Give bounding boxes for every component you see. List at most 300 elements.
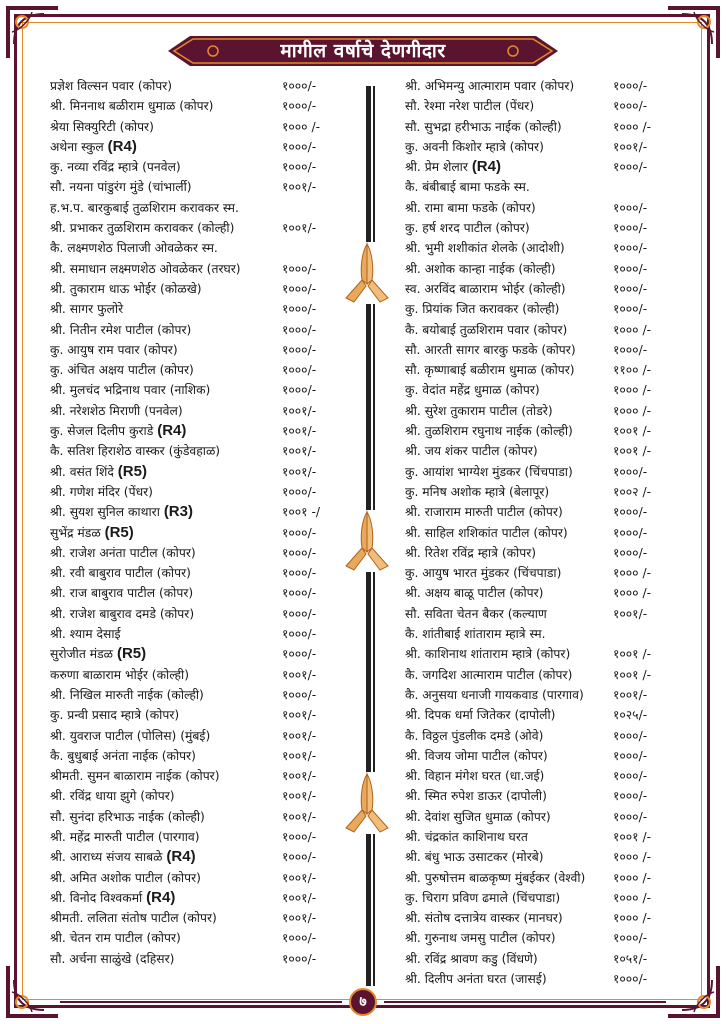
donor-row [50, 218, 350, 238]
donor-name [405, 728, 543, 744]
donor-tag: (R5) [104, 523, 134, 541]
donor-name [50, 281, 202, 297]
donor-row [50, 807, 350, 827]
donation-amount: १००१/- [282, 911, 317, 926]
donor-row [50, 543, 350, 563]
donor-tag: (R3) [163, 503, 193, 521]
donor-name [50, 646, 146, 662]
donor-name-text: श्री. चेतन राम पाटील (कोपर) [50, 931, 181, 946]
donor-row [50, 786, 350, 806]
donation-amount: १००१/- [282, 769, 317, 784]
donor-name [50, 362, 194, 378]
donor-row [405, 543, 693, 563]
donation-amount: १००० /- [282, 119, 321, 134]
donor-row [405, 299, 693, 319]
donor-row [50, 949, 350, 969]
donor-name [50, 200, 239, 216]
donation-amount: १००० /- [613, 890, 652, 905]
donor-name [405, 565, 561, 581]
donation-amount: १०००/- [282, 99, 317, 114]
donor-name [50, 870, 201, 886]
donor-row [50, 644, 350, 664]
donor-name-text: सौ. कृष्णाबाई बळीराम धुमाळ (कोपर) [405, 363, 575, 378]
donor-name-text: श्री. अमित अशोक पाटील (कोपर) [50, 870, 201, 885]
donor-name-text: कु. प्रियांक जित करावकर (कोल्ही) [405, 302, 560, 317]
donor-name-text: श्री. सुरेश तुकाराम पाटील (तोडरे) [405, 403, 553, 418]
donor-name [405, 119, 562, 135]
donor-row [50, 238, 350, 258]
donor-name-text: श्री. नितीन रमेश पाटील (कोपर) [50, 322, 192, 337]
donation-amount: १०००/- [613, 200, 648, 215]
donor-name [50, 585, 193, 601]
donation-amount: १००० /- [613, 119, 652, 134]
donor-name-text: कु. हर्ष शरद पाटील (कोपर) [405, 221, 530, 236]
donor-name-text: श्री. साहिल शशिकांत पाटील (कोपर) [405, 525, 568, 540]
donor-name [405, 768, 544, 784]
donor-name-text: श्री. पुरुषोत्तम बाळकृष्ण मुंबईकर (वेश्वी) [405, 870, 586, 885]
donation-amount: १०००/- [613, 302, 648, 317]
donor-row [405, 218, 693, 238]
donation-amount: १००१/- [282, 180, 317, 195]
donor-row [405, 766, 693, 786]
donor-name-text: श्री. सुयश सुनिल काथारा [50, 505, 160, 520]
donor-name [405, 464, 573, 480]
donor-row [405, 462, 693, 482]
donor-row [50, 908, 350, 928]
donor-name-text: श्री. युवराज पाटील (पोलिस) (मुंबई) [50, 728, 211, 743]
donor-name [405, 809, 551, 825]
donor-row [405, 157, 693, 177]
donation-amount: १००० /- [613, 383, 652, 398]
donor-name [405, 362, 575, 378]
donor-row [405, 117, 693, 137]
donor-name-text: श्री. स्मित रुपेश डाऊर (दापोली) [405, 789, 547, 804]
donor-name-text: श्री. तुकाराम धाऊ भोईर (कोळखे) [50, 281, 202, 296]
donor-name-text: कै. बंबीबाई बामा फडके स्म. [405, 180, 530, 195]
donation-amount: १००१ /- [613, 829, 652, 844]
donation-amount: १००१/- [282, 870, 317, 885]
donor-name [50, 139, 137, 155]
donor-name-text: श्री. राजेश बाबुराव दमडे (कोपर) [50, 606, 195, 621]
donation-amount: १०००/- [282, 850, 317, 865]
donor-row [405, 685, 693, 705]
donor-name-text: श्री. विहान मंगेश घरत (धा.जई) [405, 769, 545, 784]
donor-row [50, 705, 350, 725]
donor-name-text: श्री. प्रभाकर तुळशिराम करावकर (कोल्ही) [50, 221, 235, 236]
donor-name-text: श्री. भुमी शशीकांत शेलके (आदोशी) [405, 241, 565, 256]
donor-tag: (R4) [471, 158, 501, 176]
donor-row [50, 563, 350, 583]
donor-name [50, 525, 134, 541]
donor-name [405, 788, 547, 804]
footer-rule-right [384, 1001, 666, 1003]
donor-row [50, 259, 350, 279]
donor-name-text: कु. सेजल दिलीप कुराडे [50, 424, 154, 439]
donor-name [50, 301, 123, 317]
donor-name [405, 220, 530, 236]
donation-amount: १०००/- [613, 545, 648, 560]
donor-name [50, 179, 192, 195]
donor-name [50, 545, 196, 561]
donor-name-text: श्री. अभिमन्यु आत्माराम पवार (कोपर) [405, 79, 575, 93]
donation-amount: १०००/- [613, 525, 648, 540]
donation-amount: १०००/- [282, 829, 317, 844]
donor-row [405, 624, 693, 644]
donor-name [50, 240, 218, 256]
donor-name [405, 443, 538, 459]
donor-name-text: श्री. वसंत शिंदे [50, 464, 114, 479]
donor-row [405, 198, 693, 218]
donation-amount: १००१ /- [613, 424, 652, 439]
donor-name-text: श्री. चंद्रकांत काशिनाथ घरत [405, 829, 528, 844]
donor-name [405, 585, 543, 601]
donation-amount: १०००/- [282, 606, 317, 621]
donor-name [405, 179, 530, 195]
donor-name-text: श्री. गुरुनाथ जमसु पाटील (कोपर) [405, 931, 556, 946]
donor-name [50, 910, 217, 926]
donor-name-text: कै. बुधुबाई अनंता नाईक (कोपर) [50, 748, 196, 763]
donor-row [50, 137, 350, 157]
donor-name-text: सौ. सविता चेतन बैकर (कल्याण [405, 606, 547, 621]
donor-row [405, 259, 693, 279]
donor-row [405, 320, 693, 340]
donation-amount: १०००/- [613, 241, 648, 256]
donor-row [50, 847, 350, 867]
donor-name [50, 930, 181, 946]
donor-name-text: कु. आयुष राम पवार (कोपर) [50, 342, 178, 357]
donation-amount: १००१ /- [613, 444, 652, 459]
donation-amount: १०००/- [613, 99, 648, 114]
donor-name-text: कै. सतिश हिराशेठ वास्कर (कुंडेवहाळ) [50, 444, 221, 459]
donor-row [50, 360, 350, 380]
donor-name [405, 261, 556, 277]
donation-amount: १००० /- [613, 566, 652, 581]
donor-name-text: कु. आयांश भाग्येश मुंडकर (चिंचपाडा) [405, 464, 573, 479]
donor-name-text: कु. प्रन्वी प्रसाद म्हात्रे (कोपर) [50, 708, 180, 723]
donor-name-text: श्रीमती. सुमन बाळाराम नाईक (कोपर) [50, 769, 220, 784]
donor-name [50, 565, 191, 581]
donation-amount: १०००/- [282, 363, 317, 378]
donor-name-text: स्व. अरविंद बाळाराम भोईर (कोल्ही) [405, 281, 566, 296]
donor-name-text: कै. अनुसया धनाजी गायकवाड (पारगाव) [405, 687, 584, 702]
donation-amount: १००१/- [282, 728, 317, 743]
donor-name-text: श्री. राजाराम मारुती पाटील (कोपर) [405, 505, 563, 520]
donor-name-text: श्री. दिपक धर्मा जितेकर (दापोली) [405, 708, 556, 723]
donor-name-text: श्री. राज बाबुराव पाटील (कोपर) [50, 586, 194, 601]
donor-row [50, 746, 350, 766]
donor-name [50, 423, 186, 439]
donor-name [405, 667, 572, 683]
corner-flourish-icon [4, 962, 62, 1020]
donor-row [405, 807, 693, 827]
donor-name [50, 687, 204, 703]
donation-amount: १०००/- [613, 79, 648, 93]
donor-row [50, 523, 350, 543]
donation-amount: १०२५/- [613, 708, 648, 723]
donor-name [50, 788, 175, 804]
donor-row [50, 299, 350, 319]
donor-name [405, 301, 559, 317]
donor-row [405, 705, 693, 725]
donor-name-text: करुणा बाळाराम भोईर (कोल्ही) [50, 667, 190, 682]
donor-name [405, 971, 547, 987]
donation-amount: १००१/- [282, 890, 317, 905]
donor-name-text: सौ. सुभद्रा हरीभाऊ नाईक (कोल्ही) [405, 119, 562, 134]
donor-name [50, 667, 189, 683]
donor-name [50, 626, 121, 642]
donor-name-text: सौ. आरती सागर बारकु फडके (कोपर) [405, 342, 576, 357]
donor-row [405, 279, 693, 299]
donor-name [405, 382, 540, 398]
donor-row [50, 76, 350, 96]
donor-name-text: श्री. गणेश मंदिर (पेंधर) [50, 484, 153, 499]
donor-tag: (R4) [107, 137, 137, 155]
donor-row [50, 868, 350, 888]
donation-amount: १००१/- [282, 748, 317, 763]
donor-row [50, 441, 350, 461]
donor-name-text: कै. बयोबाई तुळशिराम पवार (कोपर) [405, 322, 568, 337]
donation-amount: १०००/- [613, 342, 648, 357]
donor-name [50, 342, 178, 358]
donor-name-text: कै. शांतीबाई शांताराम म्हात्रे स्म. [405, 627, 546, 642]
donor-tag: (R4) [146, 888, 176, 906]
donor-name-text: कै. जगदिश आत्माराम पाटील (कोपर) [405, 667, 573, 682]
donor-name [50, 443, 220, 459]
donor-name-text: श्री. प्रेम शेलार [405, 160, 468, 175]
donation-amount: १००१/- [282, 667, 317, 682]
donor-name [405, 545, 536, 561]
donor-name [50, 606, 194, 622]
header-banner [168, 34, 558, 68]
donor-row [405, 340, 693, 360]
page-title: मागील वर्षाचे देणगीदार [280, 40, 446, 62]
donor-name-text: कु. नव्या रविंद्र म्हात्रे (पनवेल) [50, 160, 181, 175]
donor-name [405, 281, 566, 297]
donor-name [50, 119, 154, 135]
donation-amount: १००१ -/ [282, 505, 321, 520]
donor-name [50, 78, 172, 94]
donor-row [50, 117, 350, 137]
donor-row [50, 198, 350, 218]
donation-amount: १०००/- [282, 931, 317, 946]
donation-amount: १०००/- [282, 302, 317, 317]
donation-amount: १०००/- [613, 505, 648, 520]
donor-name [405, 159, 501, 175]
donor-name [405, 870, 585, 886]
donor-name-text: श्री. अक्षय बाळू पाटील (कोपर) [405, 586, 544, 601]
donor-name-text: श्री. विनोद विश्वकर्मा [50, 890, 143, 905]
donor-name [405, 240, 565, 256]
donor-row [50, 177, 350, 197]
donor-name [50, 707, 179, 723]
donation-amount: १०००/- [613, 728, 648, 743]
donation-amount: १००१ /- [613, 647, 652, 662]
donor-name [405, 930, 556, 946]
donation-amount: १०००/- [613, 748, 648, 763]
donor-row [405, 583, 693, 603]
donor-name [405, 322, 567, 338]
donor-name-text: श्री. श्याम देसाई [50, 627, 121, 642]
donation-amount: १०००/- [282, 261, 317, 276]
donor-row [405, 786, 693, 806]
donation-amount: ११०० /- [613, 363, 652, 378]
donor-row [405, 888, 693, 908]
donor-row [405, 908, 693, 928]
donation-amount: १०००/- [613, 769, 648, 784]
donor-name-text: श्री. देवांश सुजित धुमाळ (कोपर) [405, 809, 551, 824]
donor-row [405, 502, 693, 522]
donor-row [50, 502, 350, 522]
donation-amount: १००१/- [282, 464, 317, 479]
donor-name [405, 504, 563, 520]
donor-row [405, 563, 693, 583]
donor-name-text: श्री. रामा बामा फडके (कोपर) [405, 200, 536, 215]
donation-amount: १००१/- [613, 687, 648, 702]
donor-name [50, 220, 234, 236]
donation-amount: १००० /- [613, 850, 652, 865]
donation-amount: १००१/- [282, 789, 317, 804]
donor-name-text: श्री. जय शंकर पाटील (कोपर) [405, 444, 538, 459]
donor-name [50, 504, 193, 520]
donation-amount: १०००/- [282, 281, 317, 296]
donor-tag: (R5) [116, 645, 147, 663]
donor-name [50, 484, 153, 500]
donor-row [50, 401, 350, 421]
donor-row [50, 928, 350, 948]
donation-amount: १००१/- [613, 606, 648, 621]
donor-row [405, 827, 693, 847]
donation-amount: १०००/- [282, 139, 317, 154]
donation-amount: १०००/- [282, 627, 317, 642]
donor-name [405, 951, 538, 967]
donor-name [405, 748, 548, 764]
donor-row [405, 523, 693, 543]
donor-name [50, 403, 183, 419]
donation-amount: १००० /- [613, 870, 652, 885]
donor-name-text: श्री. आराध्य संजय साबळे [50, 850, 163, 865]
donor-name-text: सौ. सुनंदा हरिभाऊ नाईक (कोल्ही) [50, 809, 205, 824]
donor-name-text: श्री. विजय जोमा पाटील (कोपर) [405, 748, 548, 763]
donor-name-text: सुरोजीत मंडळ [50, 647, 114, 662]
donation-amount: १०००/- [282, 525, 317, 540]
corner-flourish-icon [664, 4, 722, 62]
donor-name [50, 829, 200, 845]
donor-name [405, 646, 570, 662]
donor-name-text: श्री. तुळशिराम रघुनाथ नाईक (कोल्ही) [405, 424, 573, 439]
donor-row [50, 583, 350, 603]
donation-amount: १००१/- [282, 708, 317, 723]
donation-amount: १०००/- [613, 261, 648, 276]
donor-row [50, 665, 350, 685]
donor-name [405, 707, 555, 723]
donor-name [405, 342, 576, 358]
donor-name [50, 98, 213, 114]
donor-row [50, 604, 350, 624]
donor-tag: (R4) [157, 422, 187, 440]
donor-name-text: कु. अंचित अक्षय पाटील (कोपर) [50, 363, 194, 378]
donor-row [50, 340, 350, 360]
donor-name-text: श्री. दिलीप अनंता घरत (जासई) [405, 972, 547, 987]
donor-name-text: श्री. बंधु भाऊ उसाटकर (मोरबे) [405, 850, 544, 865]
page-number: ७ [349, 988, 377, 1016]
donor-name-text: श्री. रविंद्र धाया झुगे (कोपर) [50, 789, 175, 804]
donor-name-text: श्रीमती. ललिता संतोष पाटील (कोपर) [50, 911, 217, 926]
donation-amount: १०५१/- [613, 951, 648, 966]
donation-amount: १०००/- [613, 931, 648, 946]
donor-row [50, 279, 350, 299]
footer-rule-left [60, 1001, 342, 1003]
donation-amount: १०००/- [613, 464, 648, 479]
donor-name [50, 849, 196, 865]
donation-amount: १०००/- [282, 687, 317, 702]
donor-name [405, 829, 528, 845]
donor-row [405, 360, 693, 380]
donor-row [405, 604, 693, 624]
donor-row [405, 238, 693, 258]
donor-name [405, 484, 549, 500]
donor-name [405, 78, 574, 94]
donor-row [405, 482, 693, 502]
donor-name-text: श्री. अशोक कान्हा नाईक (कोल्ही) [405, 261, 556, 276]
donation-amount: १०००/- [613, 789, 648, 804]
donor-name-text: श्री. सागर फुलोरे [50, 302, 124, 317]
donor-row [405, 726, 693, 746]
donation-amount: १०००/- [613, 972, 648, 987]
donor-name-text: श्री. मुलचंद भद्रिनाथ पवार (नाशिक) [50, 383, 211, 398]
donation-amount: १००१/- [282, 403, 317, 418]
donor-name [50, 748, 196, 764]
donor-row [405, 76, 693, 96]
donation-amount: १०००/- [282, 79, 317, 93]
donor-name-text: कु. वेदांत महेंद्र धुमाळ (कोपर) [405, 383, 540, 398]
donor-row [50, 827, 350, 847]
donor-name-text: कै. विठ्ठल पुंडलीक दमडे (ओवे) [405, 728, 544, 743]
donor-name [405, 606, 547, 622]
donation-amount: १००२ /- [613, 484, 652, 499]
donor-row [405, 401, 693, 421]
donor-row [405, 644, 693, 664]
donor-name-text: श्री. महेंद्र मारुती पाटील (पारगाव) [50, 829, 200, 844]
donor-row [405, 847, 693, 867]
donor-row [50, 726, 350, 746]
donor-row [50, 157, 350, 177]
donor-list-left [50, 76, 350, 969]
donor-name [405, 890, 560, 906]
donor-name [405, 849, 544, 865]
donor-row [405, 441, 693, 461]
donor-row [50, 320, 350, 340]
donor-name [405, 98, 534, 114]
donor-name [405, 403, 553, 419]
donation-amount: १००१/- [282, 424, 317, 439]
donor-name-text: कै. लक्ष्मणशेठ पिलाजी ओवळेकर स्म. [50, 241, 218, 256]
donor-row [50, 482, 350, 502]
donor-name [50, 382, 210, 398]
donor-name [405, 139, 544, 155]
donation-amount: १०००/- [282, 566, 317, 581]
donor-name-text: श्री. रितेश रविंद्र म्हात्रे (कोपर) [405, 545, 537, 560]
donation-amount: १०००/- [282, 342, 317, 357]
donation-amount: १००१/- [613, 139, 648, 154]
donor-name-text: सौ. नयना पांडुरंग मुंडे (चांभार्ली) [50, 180, 192, 195]
donation-amount: १०००/- [613, 160, 648, 175]
donor-name [50, 728, 210, 744]
donation-amount: १००१/- [282, 809, 317, 824]
donor-row [405, 969, 693, 989]
donation-amount: १०००/- [282, 586, 317, 601]
donation-amount: १०००/- [282, 647, 317, 662]
donor-name [50, 261, 241, 277]
